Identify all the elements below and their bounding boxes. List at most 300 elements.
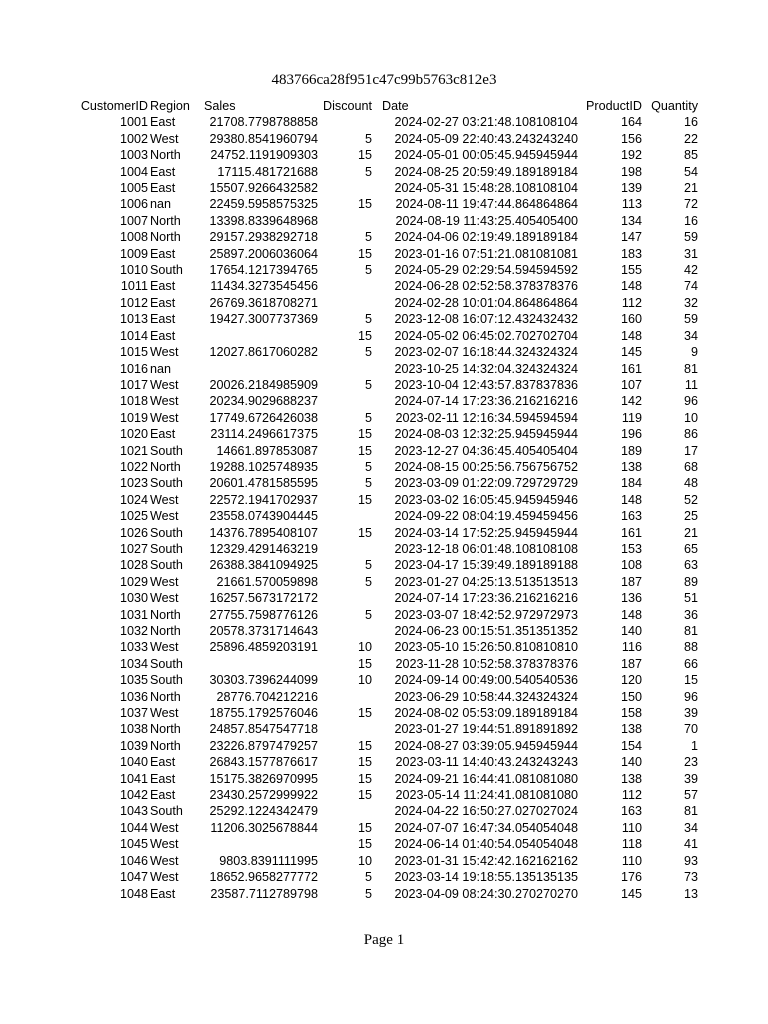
cell-productid: 110: [621, 853, 642, 868]
cell-region: South: [150, 443, 183, 458]
table-row: [68, 459, 698, 475]
cell-region: East: [150, 181, 176, 196]
cell-sales: [200, 361, 318, 377]
cell-region: South: [150, 656, 183, 671]
cell-discount: [318, 213, 372, 229]
cell-sales: 29380.8541960794: [209, 131, 318, 146]
cell-region: South: [150, 476, 183, 491]
column-header-date: Date: [382, 99, 409, 113]
table-row: [68, 672, 698, 688]
cell-quantity: 17: [683, 443, 698, 458]
cell-customerid: 1036: [119, 689, 148, 704]
cell-date: 2023-04-09 08:24:30.270270270: [394, 886, 578, 901]
column-header-region: Region: [150, 99, 190, 113]
cell-productid: 163: [620, 804, 642, 819]
cell-productid: 112: [621, 295, 642, 310]
cell-productid: 189: [620, 443, 642, 458]
cell-sales: 18652.9658277772: [209, 870, 318, 885]
cell-discount: 5: [364, 459, 372, 474]
table-row: [68, 886, 698, 902]
cell-quantity: 66: [683, 656, 698, 671]
cell-quantity: 68: [683, 459, 698, 474]
cell-quantity: 70: [683, 722, 698, 737]
cell-discount: 5: [364, 558, 372, 573]
column-header-discount: Discount: [323, 99, 372, 113]
cell-region: East: [150, 788, 176, 803]
table-row: [68, 541, 698, 557]
cell-quantity: 52: [683, 492, 698, 507]
cell-region: North: [150, 213, 181, 228]
cell-date: 2023-03-02 16:05:45.945945946: [394, 492, 578, 507]
cell-quantity: 25: [683, 509, 698, 524]
table-row: [68, 344, 698, 360]
cell-date: 2024-07-07 16:47:34.054054048: [394, 820, 578, 835]
cell-discount: 15: [357, 443, 372, 458]
cell-customerid: 1017: [119, 377, 148, 392]
table-row: [68, 361, 698, 377]
cell-date: 2024-08-27 03:39:05.945945944: [394, 738, 578, 753]
cell-discount: 5: [364, 607, 372, 622]
cell-region: East: [150, 328, 176, 343]
cell-productid: 145: [620, 886, 642, 901]
cell-date: 2024-04-22 16:50:27.027027024: [394, 804, 578, 819]
cell-region: West: [150, 131, 179, 146]
cell-region: East: [150, 246, 176, 261]
cell-region: South: [150, 804, 183, 819]
cell-quantity: 88: [683, 640, 698, 655]
cell-quantity: 21: [683, 525, 698, 540]
cell-customerid: 1024: [119, 492, 148, 507]
table-row: [68, 377, 698, 393]
cell-customerid: 1048: [119, 886, 148, 901]
cell-discount: 15: [357, 427, 372, 442]
cell-sales: 28776.704212216: [216, 689, 318, 704]
cell-productid: 158: [620, 706, 642, 721]
cell-date: 2024-06-14 01:40:54.054054048: [394, 837, 578, 852]
cell-discount: [318, 721, 372, 737]
cell-date: 2024-07-14 17:23:36.216216216: [394, 394, 578, 409]
cell-productid: 110: [621, 820, 642, 835]
cell-region: South: [150, 263, 183, 278]
cell-region: East: [150, 755, 176, 770]
cell-productid: 112: [621, 788, 642, 803]
table-row: [68, 738, 698, 754]
cell-sales: 23226.8797479257: [209, 738, 318, 753]
cell-region: East: [150, 115, 176, 130]
cell-customerid: 1034: [119, 656, 148, 671]
cell-customerid: 1003: [119, 148, 148, 163]
table-row: [68, 869, 698, 885]
cell-date: 2023-02-11 12:16:34.594594594: [395, 410, 578, 425]
cell-quantity: 54: [683, 164, 698, 179]
cell-productid: 147: [620, 230, 642, 245]
cell-customerid: 1041: [119, 771, 148, 786]
cell-sales: 21661.570059898: [216, 574, 318, 589]
cell-discount: [318, 180, 372, 196]
table-row: [68, 771, 698, 787]
cell-quantity: 89: [683, 574, 698, 589]
cell-customerid: 1039: [119, 738, 148, 753]
column-header-quantity: Quantity: [651, 99, 698, 113]
cell-customerid: 1043: [119, 804, 148, 819]
cell-date: 2023-12-27 04:36:45.405405404: [394, 443, 578, 458]
cell-productid: 164: [620, 115, 642, 130]
cell-quantity: 9: [690, 345, 698, 360]
table-row: [68, 278, 698, 294]
table-row: [68, 147, 698, 163]
cell-customerid: 1009: [119, 246, 148, 261]
column-header-sales: Sales: [204, 99, 236, 113]
cell-region: West: [150, 394, 179, 409]
cell-productid: 142: [620, 394, 642, 409]
cell-date: 2023-03-11 14:40:43.243243243: [395, 755, 578, 770]
cell-date: 2023-12-08 16:07:12.432432432: [394, 312, 578, 327]
cell-customerid: 1038: [119, 722, 148, 737]
cell-sales: 22459.5958575325: [209, 197, 318, 212]
cell-sales: 21708.7798788858: [209, 115, 318, 130]
cell-region: West: [150, 591, 179, 606]
table-row: [68, 295, 698, 311]
cell-discount: 5: [364, 230, 372, 245]
cell-quantity: 86: [683, 427, 698, 442]
cell-region: West: [150, 492, 179, 507]
table-row: [68, 311, 698, 327]
cell-sales: 23430.2572999922: [209, 788, 318, 803]
cell-productid: 118: [621, 837, 642, 852]
table-row: [68, 410, 698, 426]
cell-customerid: 1023: [119, 476, 148, 491]
cell-date: 2023-03-09 01:22:09.729729729: [394, 476, 578, 491]
cell-date: 2024-09-21 16:44:41.081081080: [394, 771, 578, 786]
cell-sales: 30303.7396244099: [209, 673, 318, 688]
cell-quantity: 21: [683, 181, 698, 196]
cell-date: 2024-02-27 03:21:48.108108104: [394, 115, 578, 130]
cell-date: 2023-01-31 15:42:42.162162162: [394, 853, 578, 868]
cell-quantity: 63: [683, 558, 698, 573]
cell-sales: 15175.3826970995: [209, 771, 318, 786]
table-row: [68, 656, 698, 672]
cell-quantity: 93: [683, 853, 698, 868]
cell-productid: 176: [620, 870, 642, 885]
cell-customerid: 1002: [119, 131, 148, 146]
cell-date: 2024-08-15 00:25:56.756756752: [394, 459, 578, 474]
table-row: [68, 492, 698, 508]
cell-productid: 116: [621, 640, 642, 655]
cell-quantity: 39: [683, 706, 698, 721]
cell-customerid: 1045: [119, 837, 148, 852]
cell-region: West: [150, 574, 179, 589]
table-row: [68, 426, 698, 442]
cell-sales: 26843.1577876617: [209, 755, 318, 770]
cell-quantity: 96: [683, 394, 698, 409]
cell-customerid: 1014: [119, 328, 148, 343]
table-row: [68, 623, 698, 639]
cell-region: West: [150, 410, 179, 425]
cell-quantity: 10: [683, 410, 698, 425]
cell-discount: [318, 361, 372, 377]
cell-customerid: 1030: [119, 591, 148, 606]
cell-productid: 148: [620, 328, 642, 343]
cell-sales: 19427.3007737369: [209, 312, 318, 327]
cell-discount: 15: [357, 525, 372, 540]
cell-customerid: 1011: [120, 279, 148, 294]
cell-productid: 134: [620, 213, 642, 228]
cell-sales: 27755.7598776126: [209, 607, 318, 622]
cell-date: 2023-11-28 10:52:58.378378376: [395, 656, 578, 671]
cell-quantity: 81: [683, 804, 698, 819]
cell-productid: 108: [620, 558, 642, 573]
table-row: [68, 508, 698, 524]
cell-date: 2024-08-03 12:32:25.945945944: [394, 427, 578, 442]
cell-sales: 25897.2006036064: [209, 246, 318, 261]
cell-region: West: [150, 509, 179, 524]
cell-customerid: 1037: [119, 706, 148, 721]
cell-region: North: [150, 689, 181, 704]
cell-quantity: 96: [683, 689, 698, 704]
table-row: [68, 196, 698, 212]
cell-region: South: [150, 525, 183, 540]
cell-date: 2023-01-16 07:51:21.081081081: [394, 246, 578, 261]
cell-sales: 9803.8391111995: [219, 853, 318, 868]
cell-region: East: [150, 295, 176, 310]
cell-date: 2024-04-06 02:19:49.189189184: [394, 230, 578, 245]
cell-quantity: 81: [683, 624, 698, 638]
cell-discount: 5: [364, 263, 372, 278]
cell-sales: 20578.3731714643: [209, 624, 318, 638]
cell-sales: 13398.8339648968: [209, 213, 318, 228]
cell-productid: 160: [620, 312, 642, 327]
cell-sales: [200, 836, 318, 852]
cell-customerid: 1007: [119, 213, 148, 228]
cell-discount: [318, 114, 372, 130]
table-row: [68, 328, 698, 344]
cell-discount: 15: [357, 656, 372, 671]
cell-sales: 17115.481721688: [217, 164, 318, 179]
cell-date: 2024-05-02 06:45:02.702702704: [394, 328, 578, 343]
table-row: [68, 525, 698, 541]
cell-date: 2024-09-14 00:49:00.540540536: [394, 673, 578, 688]
cell-discount: 10: [357, 640, 372, 655]
cell-sales: 11206.3025678844: [210, 820, 318, 835]
cell-sales: 17749.6726426038: [209, 410, 318, 425]
cell-customerid: 1001: [119, 115, 148, 130]
cell-region: North: [150, 607, 181, 622]
header-row: [68, 98, 698, 114]
cell-quantity: 48: [683, 476, 698, 491]
cell-discount: [318, 278, 372, 294]
cell-date: 2023-03-07 18:42:52.972972973: [394, 607, 578, 622]
cell-discount: [318, 689, 372, 705]
cell-quantity: 73: [683, 870, 698, 885]
table-row: [68, 475, 698, 491]
cell-productid: 119: [621, 410, 642, 425]
table-row: [68, 836, 698, 852]
cell-customerid: 1022: [119, 459, 148, 474]
cell-date: 2024-06-23 00:15:51.351351352: [394, 624, 578, 638]
table-body: [68, 114, 698, 902]
cell-date: 2023-03-14 19:18:55.135135135: [394, 870, 578, 885]
cell-region: South: [150, 558, 183, 573]
cell-region: North: [150, 722, 181, 737]
table-row: [68, 689, 698, 705]
cell-sales: [200, 656, 318, 672]
table-row: [68, 262, 698, 278]
cell-date: 2023-05-14 11:24:41.081081080: [395, 788, 578, 803]
column-header-customerid: CustomerID: [80, 99, 148, 113]
cell-date: 2024-07-14 17:23:36.216216216: [394, 591, 578, 606]
cell-quantity: 15: [683, 673, 698, 688]
cell-region: East: [150, 771, 176, 786]
cell-sales: 29157.2938292718: [209, 230, 318, 245]
cell-region: South: [150, 541, 183, 556]
cell-quantity: 32: [683, 295, 698, 310]
cell-customerid: 1018: [119, 394, 148, 409]
cell-customerid: 1012: [119, 295, 148, 310]
cell-discount: 5: [364, 377, 372, 392]
cell-customerid: 1005: [119, 181, 148, 196]
cell-productid: 107: [620, 377, 642, 392]
cell-productid: 139: [620, 181, 642, 196]
cell-quantity: 51: [683, 591, 698, 606]
table-row: [68, 131, 698, 147]
table-row: [68, 607, 698, 623]
table-row: [68, 180, 698, 196]
cell-sales: 24857.8547547718: [209, 722, 318, 737]
cell-productid: 198: [620, 164, 642, 179]
cell-sales: 12329.4291463219: [209, 541, 318, 556]
cell-productid: 154: [620, 738, 642, 753]
cell-region: East: [150, 312, 176, 327]
cell-date: 2024-02-28 10:01:04.864864864: [394, 295, 578, 310]
cell-region: North: [150, 230, 181, 245]
cell-productid: 163: [620, 509, 642, 524]
cell-region: West: [150, 377, 179, 392]
cell-date: 2023-01-27 19:44:51.891891892: [394, 722, 578, 737]
table-row: [68, 114, 698, 130]
cell-region: North: [150, 148, 181, 163]
cell-discount: 15: [357, 771, 372, 786]
cell-date: 2023-04-17 15:39:49.189189188: [394, 558, 578, 573]
cell-customerid: 1004: [119, 164, 148, 179]
cell-sales: 23114.2496617375: [210, 427, 318, 442]
cell-productid: 150: [620, 689, 642, 704]
cell-region: North: [150, 459, 181, 474]
cell-discount: 15: [357, 328, 372, 343]
cell-customerid: 1031: [119, 607, 148, 622]
cell-region: West: [150, 706, 179, 721]
cell-discount: 5: [364, 410, 372, 425]
cell-quantity: 72: [683, 197, 698, 212]
cell-date: 2024-05-01 00:05:45.945945944: [394, 148, 578, 163]
cell-customerid: 1020: [119, 427, 148, 442]
cell-date: 2023-02-07 16:18:44.324324324: [394, 345, 578, 360]
cell-quantity: 13: [683, 886, 698, 901]
cell-customerid: 1040: [119, 755, 148, 770]
cell-quantity: 16: [683, 213, 698, 228]
table-row: [68, 721, 698, 737]
cell-region: West: [150, 820, 179, 835]
cell-discount: 15: [357, 148, 372, 163]
cell-sales: 15507.9266432582: [209, 181, 318, 196]
table-row: [68, 754, 698, 770]
cell-quantity: 74: [683, 279, 698, 294]
cell-quantity: 65: [683, 541, 698, 556]
cell-sales: 26769.3618708271: [209, 295, 318, 310]
cell-date: 2023-05-10 15:26:50.810810810: [394, 640, 578, 655]
cell-discount: 15: [357, 837, 372, 852]
table-row: [68, 705, 698, 721]
cell-productid: 113: [621, 197, 642, 212]
cell-quantity: 1: [690, 738, 698, 753]
cell-discount: [318, 295, 372, 311]
cell-quantity: 23: [683, 755, 698, 770]
cell-customerid: 1033: [119, 640, 148, 655]
cell-discount: [318, 623, 372, 639]
cell-customerid: 1035: [119, 673, 148, 688]
cell-date: 2024-08-11 19:47:44.864864864: [395, 197, 578, 212]
cell-customerid: 1015: [119, 345, 148, 360]
cell-productid: 192: [620, 148, 642, 163]
cell-sales: 23587.7112789798: [210, 886, 318, 901]
table-row: [68, 574, 698, 590]
cell-date: 2023-12-18 06:01:48.108108108: [394, 541, 578, 556]
cell-discount: 5: [364, 312, 372, 327]
cell-sales: 18755.1792576046: [209, 706, 318, 721]
cell-sales: 14661.897853087: [216, 443, 318, 458]
cell-sales: 24752.1191909303: [210, 148, 318, 163]
cell-customerid: 1044: [119, 820, 148, 835]
cell-date: 2023-06-29 10:58:44.324324324: [394, 689, 578, 704]
cell-discount: 5: [364, 886, 372, 901]
cell-quantity: 85: [683, 148, 698, 163]
cell-region: West: [150, 345, 179, 360]
cell-discount: [318, 803, 372, 819]
cell-discount: [318, 590, 372, 606]
cell-customerid: 1046: [119, 853, 148, 868]
cell-productid: 138: [620, 771, 642, 786]
cell-productid: 140: [620, 755, 642, 770]
cell-sales: 11434.3273545456: [210, 279, 318, 294]
cell-productid: 140: [620, 624, 642, 638]
cell-sales: 12027.8617060282: [209, 345, 318, 360]
cell-discount: [318, 393, 372, 409]
cell-discount: 15: [357, 820, 372, 835]
cell-region: nan: [150, 361, 172, 376]
cell-region: South: [150, 673, 183, 688]
table-row: [68, 557, 698, 573]
cell-date: 2023-10-25 14:32:04.324324324: [394, 361, 578, 376]
cell-date: 2023-01-27 04:25:13.513513513: [394, 574, 578, 589]
cell-quantity: 31: [683, 246, 698, 261]
cell-sales: 26388.3841094925: [209, 558, 318, 573]
cell-region: West: [150, 640, 179, 655]
cell-customerid: 1025: [119, 509, 148, 524]
cell-quantity: 59: [683, 230, 698, 245]
cell-date: 2024-08-02 05:53:09.189189184: [394, 706, 578, 721]
column-header-productid: ProductID: [586, 99, 642, 113]
cell-discount: 15: [357, 738, 372, 753]
cell-customerid: 1016: [119, 361, 148, 376]
cell-discount: 10: [357, 673, 372, 688]
cell-discount: [318, 541, 372, 557]
cell-region: East: [150, 886, 176, 901]
cell-customerid: 1013: [119, 312, 148, 327]
cell-discount: 5: [364, 870, 372, 885]
cell-date: 2024-06-28 02:52:58.378378376: [394, 279, 578, 294]
cell-productid: 145: [620, 345, 642, 360]
cell-productid: 155: [620, 263, 642, 278]
cell-quantity: 57: [683, 788, 698, 803]
